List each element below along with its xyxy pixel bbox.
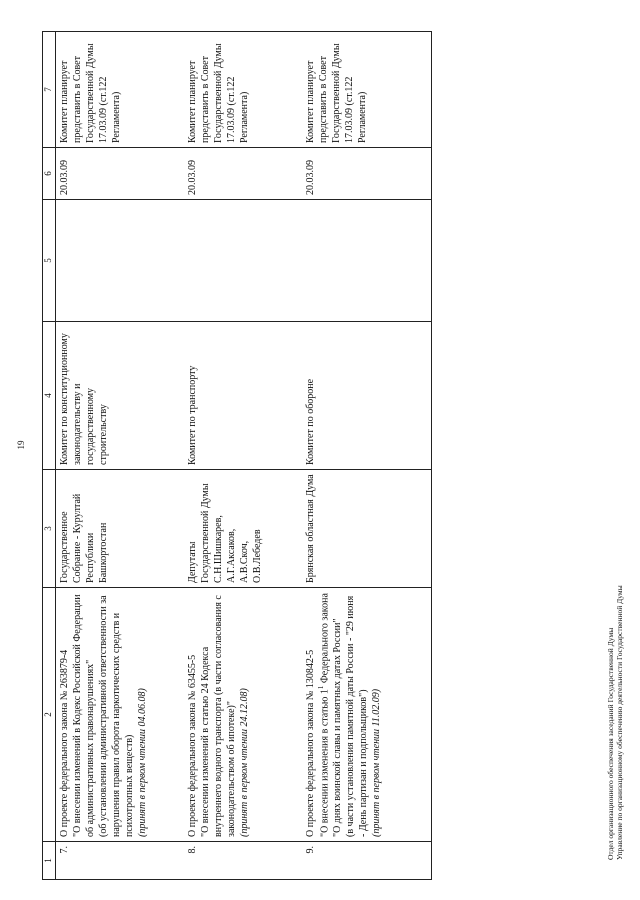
bill-title [56,588,184,842]
bills-table [42,31,432,880]
status: Комитет планирует представить в Совет Государственной Думы 17.03.09 (ст.122 Регламента) [56,32,184,148]
bill-title-line: "О внесении изменений в Кодекс Российской Федерации об административных правонарушениях" [72,594,96,837]
column-5-cell [302,200,432,322]
table-row [184,32,302,880]
column-header: 5 [43,200,56,322]
footer-department: Отдел организационного обеспечения заседаний Государственной Думы [606,627,615,860]
initiator-line: Государственной Думы [199,483,211,583]
bill-title-line [317,592,344,837]
bill-title-line: О проекте федерального закона № 263879-4 [59,649,70,837]
bill-title-text: Федерального закона "О днях воинской славы и памятных датах России" [318,593,343,837]
bill-title-line: (об установлении административной ответственности за нарушения правил оборота наркотических средств и психотропных веществ) [98,595,135,837]
column-header: 6 [43,148,56,200]
committee: Комитет по транспорту [184,322,302,470]
footer [606,585,625,860]
row-number: 7. [56,842,184,880]
bill-title-line: (в части установления памятной даты России - "29 июня - День партизан и подпольщиков") [344,595,369,837]
footer-directorate: Управление по организационному обеспечению деятельности Государственной Думы [615,585,625,860]
bill-title [184,588,302,842]
table-row [56,32,184,880]
column-header: 3 [43,470,56,588]
date: 20.03.09 [56,148,184,200]
committee: Комитет по конституционному законодательству и государственному строительству [56,322,184,470]
initiator: Брянская областная Дума [302,470,432,588]
column-header: 2 [43,588,56,842]
page-number: 19 [16,440,26,450]
bill-title [302,588,432,842]
bill-title-line: О проекте федерального закона № 130842-5 [304,649,316,837]
initiator [184,470,302,588]
status: Комитет планирует представить в Совет Государственной Думы 17.03.09 (ст.122 Регламента) [184,32,302,148]
initiator-line: С.Н.Шишкарев, [212,515,224,583]
initiator-line: Депутаты [186,541,198,583]
table-row [302,32,432,880]
status: Комитет планирует представить в Совет Государственной Думы 17.03.09 (ст.122 Регламента) [302,32,432,148]
column-5-cell [184,200,302,322]
column-header: 4 [43,322,56,470]
row-number: 8. [184,842,302,880]
column-header: 7 [43,32,56,148]
bill-title-line: О проекте федерального закона № 63455-5 [186,654,198,837]
initiator: Государственное Собрание - Курултай Республики Башкортостан [56,470,184,588]
initiator-line: А.Г.Аксаков, [225,528,237,583]
initiator-line: О.В.Лебедев [251,529,263,583]
table-header-row [43,32,56,880]
committee: Комитет по обороне [302,322,432,470]
superscript: 1 [316,685,325,690]
initiator-line: А.В.Скоч, [238,540,250,583]
bill-title-line: "О внесении изменений в статью 24 Кодекса внутреннего водного транспорта (в части согласования с законодательством об ипотеке)" [199,595,237,837]
first-reading-note: (принят в первом чтении 24.12.08) [238,688,250,837]
date: 20.03.09 [302,148,432,200]
row-number: 9. [302,842,432,880]
column-header: 1 [43,842,56,880]
bill-title-text: "О внесении изменения в статью 1 [318,689,330,837]
date: 20.03.09 [184,148,302,200]
first-reading-note: (принят в первом чтении 11.02.09) [370,688,382,837]
first-reading-note: (принят в первом чтении 04.06.08) [137,688,148,837]
column-5-cell [56,200,184,322]
